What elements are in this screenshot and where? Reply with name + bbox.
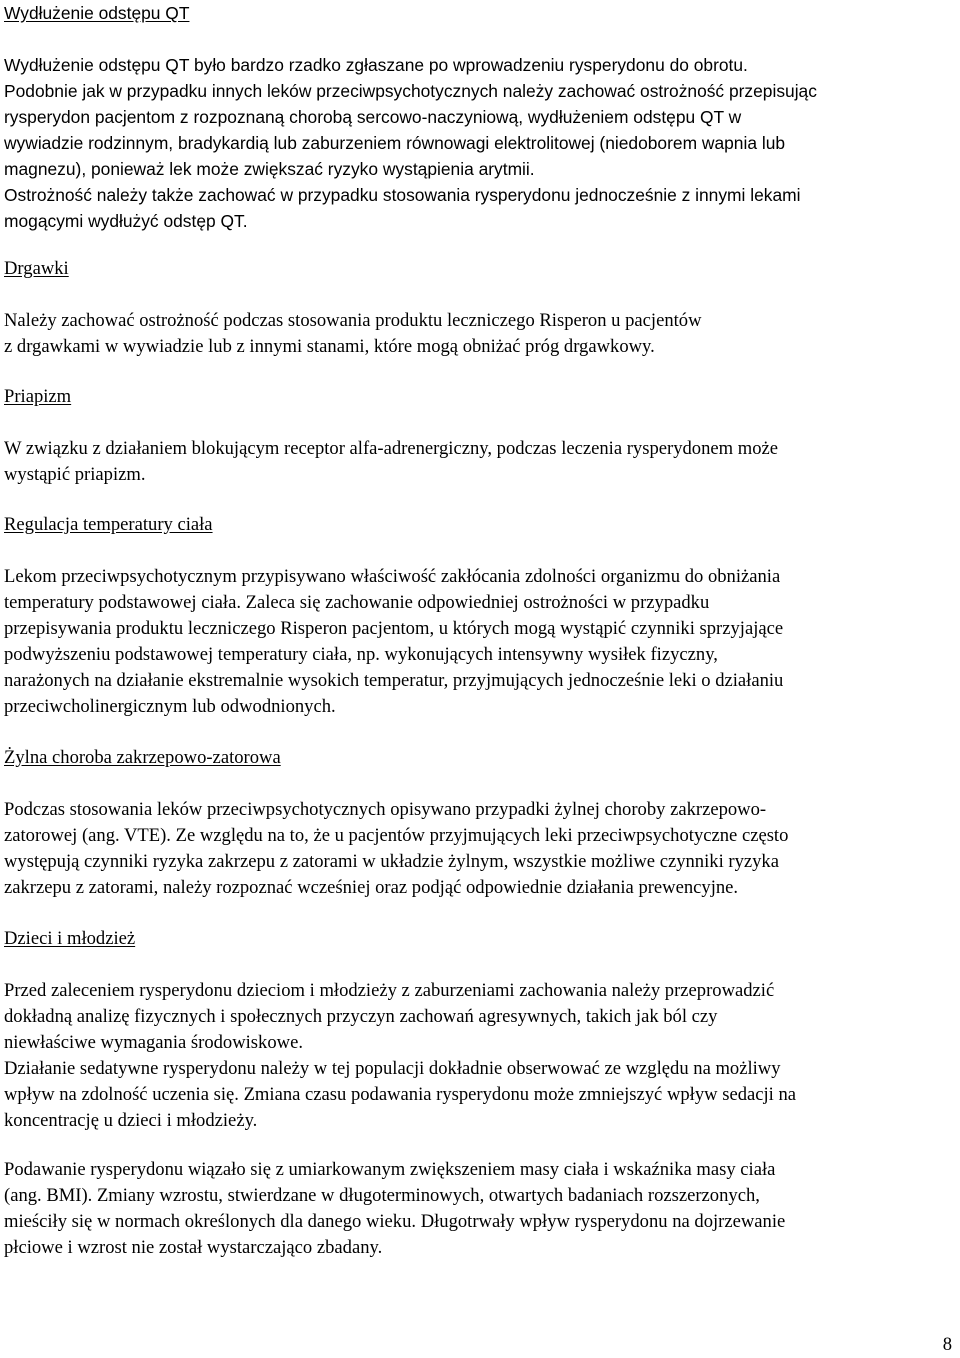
- text-line: narażonych na działanie ekstremalnie wysokich temperatur, przyjmujących jednocześnie leki o działaniu: [4, 670, 784, 691]
- section-paragraph-temperatura: [4, 564, 783, 720]
- text-line: koncentrację u dzieci i młodzieży.: [4, 1110, 258, 1131]
- section-paragraph-vte: [4, 797, 788, 901]
- section-heading-temperatura: Regulacja temperatury ciała: [4, 514, 213, 535]
- section-heading-qt: Wydłużenie odstępu QT: [4, 3, 190, 23]
- text-line: mieściły się w normach określonych dla danego wieku. Długotrwały wpływ rysperydonu na dojrzewanie: [4, 1211, 786, 1232]
- text-line: dokładną analizę fizycznych i społecznych przyczyn zachowań agresywnych, takich jak ból czy: [4, 1006, 718, 1027]
- text-line: podwyższeniu podstawowej temperatury ciała, np. wykonujących intensywny wysiłek fizyczny,: [4, 644, 718, 665]
- section-paragraph-priapizm: [4, 436, 778, 488]
- text-line: Podczas stosowania leków przeciwpsychotycznych opisywano przypadki żylnej choroby zakrzepowo-: [4, 799, 767, 820]
- text-line: Wydłużenie odstępu QT było bardzo rzadko zgłaszane po wprowadzeniu rysperydonu do obrotu.: [4, 55, 748, 75]
- section-heading-vte: Żylna choroba zakrzepowo-zatorowa: [4, 747, 281, 768]
- section-paragraph-qt: [4, 52, 817, 234]
- text-line: płciowe i wzrost nie został wystarczająco zbadany.: [4, 1237, 383, 1258]
- section-paragraph-drgawki: [4, 308, 702, 360]
- text-line: wywiadzie rodzinnym, bradykardią lub zaburzeniem równowagi elektrolitowej (niedoborem wapnia lub: [4, 133, 786, 153]
- text-line: wpływ na zdolność uczenia się. Zmiana czasu podawania rysperydonu może zmniejszyć wpływ sedacji na: [4, 1084, 797, 1105]
- text-line: Podawanie rysperydonu wiązało się z umiarkowanym zwiększeniem masy ciała i wskaźnika masy ciała: [4, 1159, 776, 1180]
- text-line: Należy zachować ostrożność podczas stosowania produktu leczniczego Risperon u pacjentów: [4, 310, 702, 331]
- text-line: zakrzepu z zatorami, należy rozpoznać wcześniej oraz podjąć odpowiednie działania prewencyjne.: [4, 877, 739, 898]
- text-line: (ang. BMI). Zmiany wzrostu, stwierdzane w długoterminowych, otwartych badaniach rozszerzonych,: [4, 1185, 760, 1206]
- text-line: temperatury podstawowej ciała. Zaleca się zachowanie odpowiedniej ostrożności w przypadku: [4, 592, 710, 613]
- text-line: przepisywania produktu leczniczego Risperon pacjentom, u których mogą wystąpić czynniki sprzyjające: [4, 618, 784, 639]
- text-line: przeciwcholinergicznym lub odwodnionych.: [4, 696, 336, 717]
- section-heading-priapizm: Priapizm: [4, 386, 72, 407]
- section-paragraph-dzieci-1: [4, 978, 796, 1134]
- section-heading-dzieci: Dzieci i młodzież: [4, 928, 136, 949]
- text-line: zatorowej (ang. VTE). Ze względu na to, że u pacjentów przyjmujących leki przeciwpsychotyczne często: [4, 825, 789, 846]
- text-line: Lekom przeciwpsychotycznym przypisywano właściwość zakłócania zdolności organizmu do obniżania: [4, 566, 781, 587]
- text-line: mogącymi wydłużyć odstęp QT.: [4, 211, 248, 231]
- text-line: Podobnie jak w przypadku innych leków przeciwpsychotycznych należy zachować ostrożność przepisując: [4, 81, 817, 101]
- text-line: Przed zaleceniem rysperydonu dzieciom i młodzieży z zaburzeniami zachowania należy przeprowadzić: [4, 980, 775, 1001]
- text-line: z drgawkami w wywiadzie lub z innymi stanami, które mogą obniżać próg drgawkowy.: [4, 336, 655, 357]
- text-line: magnezu), ponieważ lek może zwiększać ryzyko wystąpienia arytmii.: [4, 159, 535, 179]
- text-line: Działanie sedatywne rysperydonu należy w tej populacji dokładnie obserwować ze względu na możliwy: [4, 1058, 781, 1079]
- text-line: Ostrożność należy także zachować w przypadku stosowania rysperydonu jednocześnie z innymi lekami: [4, 185, 801, 205]
- text-line: W związku z działaniem blokującym receptor alfa-adrenergiczny, podczas leczenia rysperydonem może: [4, 438, 779, 459]
- text-line: niewłaściwe wymagania środowiskowe.: [4, 1032, 303, 1053]
- text-line: wystąpić priapizm.: [4, 464, 146, 485]
- section-heading-drgawki: Drgawki: [4, 258, 69, 279]
- text-line: rysperydon pacjentom z rozpoznaną chorobą sercowo-naczyniową, wydłużeniem odstępu QT w: [4, 107, 742, 127]
- page-number: 8: [942, 1334, 952, 1355]
- text-line: występują czynniki ryzyka zakrzepu z zatorami w układzie żylnym, wszystkie możliwe czynniki ryzyka: [4, 851, 779, 872]
- section-paragraph-dzieci-2: [4, 1157, 785, 1261]
